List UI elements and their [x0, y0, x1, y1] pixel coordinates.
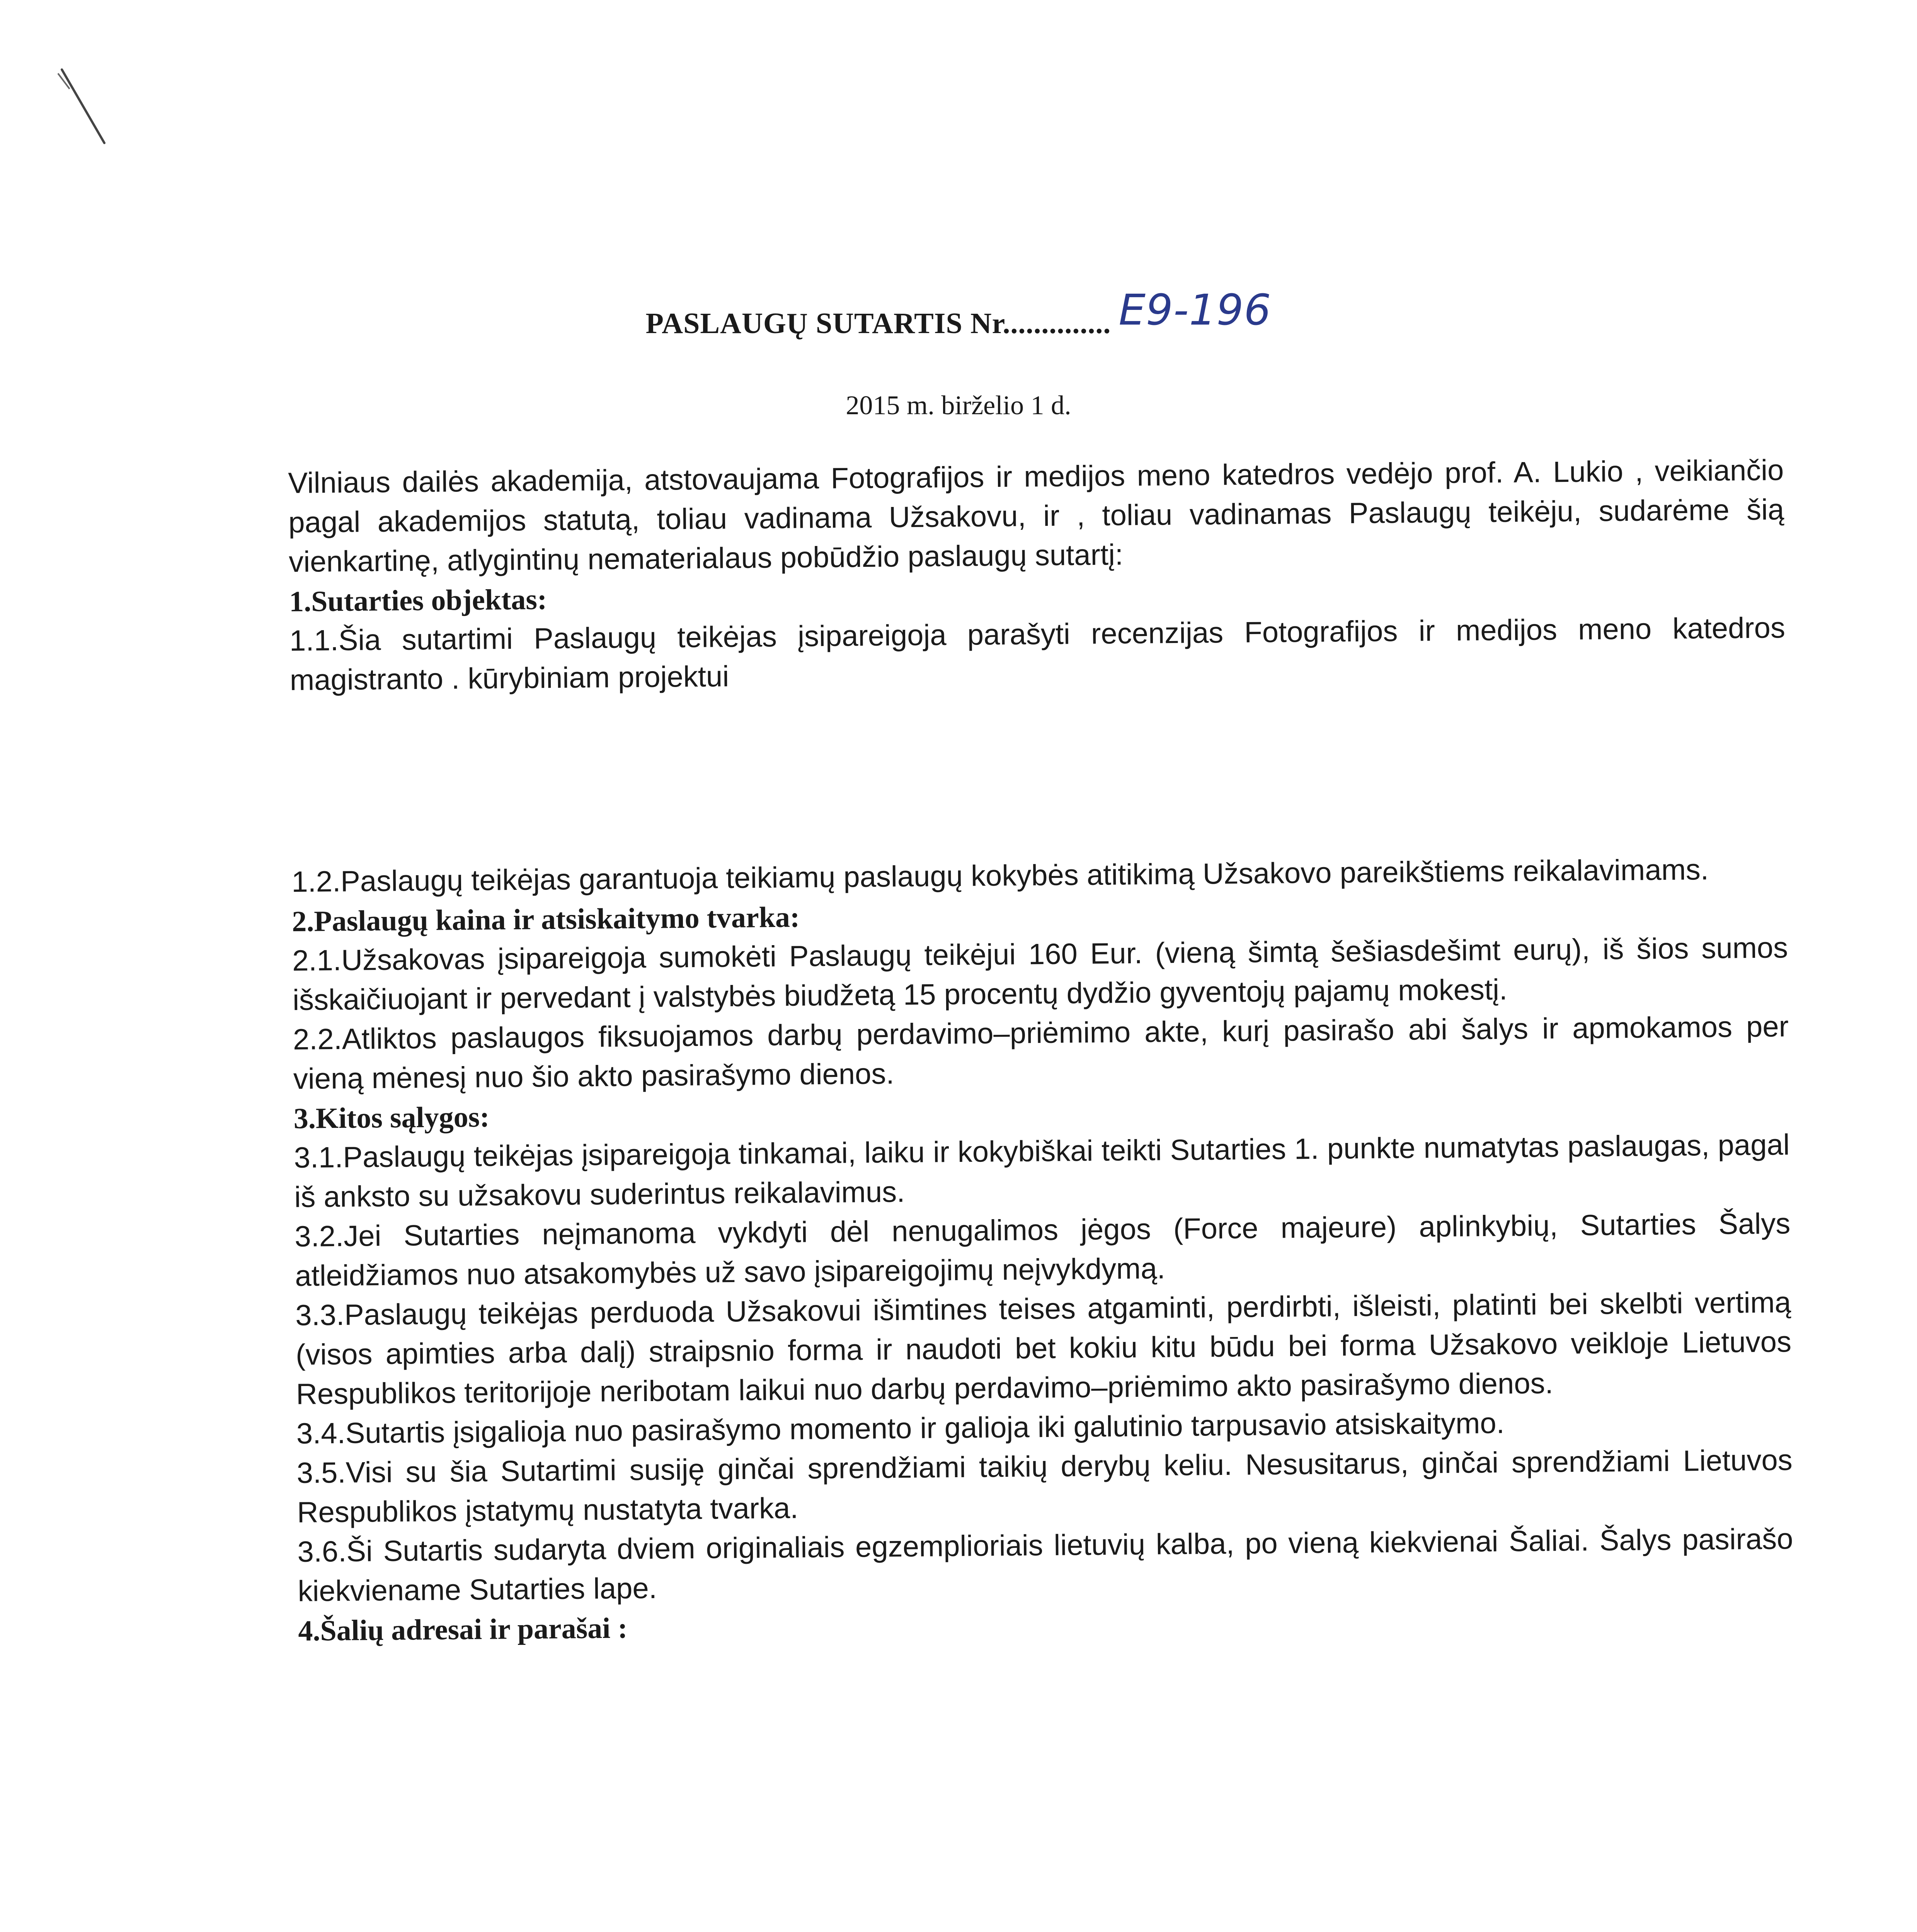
clause-3-3: 3.3.Paslaugų teikėjas perduoda Užsakovui išimtines teises atgaminti, perdirbti, išleisti, platinti bei skelbti vertimą (visos apimties arba dalį) straipsnio forma ir naudoti bet kokiu kitu būdu bei forma Užsakovo veikloje Lietuvos Respublikos teritorijoje neribotam laikui nuo darbų perdavimo–priėmimo akto pasirašymo dienos.: [295, 1286, 1792, 1411]
title-text: PASLAUGŲ SUTARTIS Nr: [645, 307, 1003, 340]
blank-area: [290, 687, 1787, 862]
contract-date: 2015 m. birželio 1 d.: [846, 391, 1071, 420]
intro-paragraph: Vilniaus dailės akademija, atstovaujama Fotografijos ir medijos meno katedros vedėjo prof. A. Lukio , veikiančio pagal akademijos statutą, toliau vadinama Užsakovu, ir , toliau vadinamas Paslaugų teikėju, sudarėme šią vienkartinę, atlygintinų nematerialaus pobūdžio paslaugų sutartį:: [288, 454, 1784, 578]
scan-mark: [54, 66, 112, 147]
clause-3-6: 3.6.Ši Sutartis sudaryta dviem originaliais egzemplioriais lietuvių kalba, po vieną kiekvienai Šaliai. Šalys pasirašo kiekviename Sutarties lape.: [297, 1522, 1793, 1608]
clause-1-1: 1.1.Šia sutartimi Paslaugų teikėjas įsipareigoja parašyti recenzijas Fotografijos ir medijos meno katedros magistranto . kūrybiniam projektui: [289, 611, 1786, 697]
section-1-heading: 1.Sutarties objektas:: [289, 583, 547, 618]
clause-1-2: 1.2.Paslaugų teikėjas garantuoja teikiamų paslaugų kokybės atitikimą Užsakovo pareikštiems reikalavimams.: [291, 853, 1709, 898]
section-2-heading: 2.Paslaugų kaina ir atsiskaitymo tvarka:: [291, 901, 800, 938]
clause-3-5: 3.5.Visi su šia Sutartimi susiję ginčai sprendžiami taikių derybų keliu. Nesusitarus, ginčai sprendžiami Lietuvos Respublikos įstatymų nustatyta tvarka.: [296, 1444, 1793, 1529]
clause-3-2: 3.2.Jei Sutarties neįmanoma vykdyti dėl nenugalimos jėgos (Force majeure) aplinkybių, Sutarties Šalys atleidžiamos nuo atsakomybės už savo įsipareigojimų neįvykdymą.: [295, 1207, 1791, 1293]
clause-2-2: 2.2.Atliktos paslaugos fiksuojamos darbų perdavimo–priėmimo akte, kurį pasirašo abi šalys ir apmokamos per vieną mėnesį nuo šio akto pasirašymo dienos.: [293, 1010, 1789, 1095]
section-4-heading: 4.Šalių adresai ir parašai :: [298, 1612, 628, 1647]
handwritten-contract-number: E9-196: [1119, 285, 1272, 335]
page-title: [0, 285, 1917, 343]
title-dots: ..............: [1003, 307, 1111, 340]
section-3-heading: 3.Kitos sąlygos:: [293, 1100, 490, 1135]
clause-3-4: 3.4.Sutartis įsigalioja nuo pasirašymo momento ir galioja iki galutinio tarpusavio atsiskaitymo.: [296, 1406, 1505, 1450]
contract-body: [288, 451, 1794, 1651]
clause-3-1: 3.1.Paslaugų teikėjas įsipareigoja tinkamai, laiku ir kokybiškai teikti Sutarties 1. punkte numatytas paslaugas, pagal iš anksto su užsakovu suderintus reikalavimus.: [294, 1128, 1790, 1214]
clause-2-1: 2.1.Užsakovas įsipareigoja sumokėti Paslaugų teikėjui 160 Eur. (vieną šimtą šešiasdešimt eurų), iš šios sumos išskaičiuojant ir pervedant į valstybės biudžetą 15 procentų dydžio gyventojų pajamų mokestį.: [292, 931, 1788, 1017]
